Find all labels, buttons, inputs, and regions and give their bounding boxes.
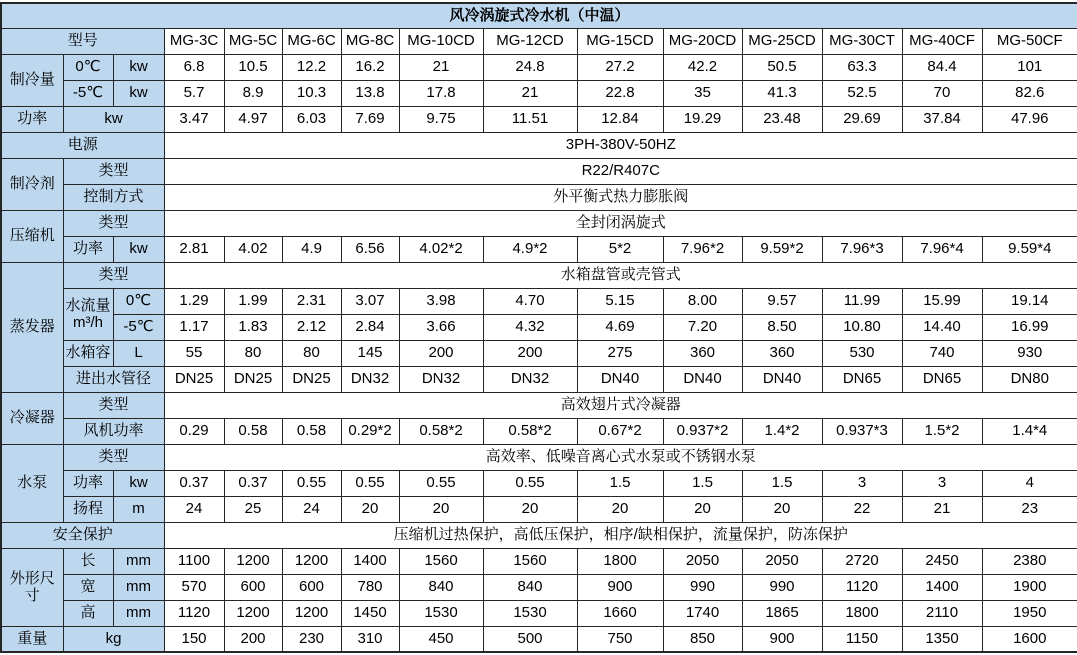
dimension-length-value-0: 1100 — [164, 548, 224, 574]
pump-power-value-1: 0.37 — [224, 470, 282, 496]
water-flow-0c-label — [63, 288, 113, 340]
cooling-capacity-0c-value-2: 12.2 — [282, 54, 341, 80]
row-cooling-capacity-0c — [1, 54, 1077, 80]
cooling-capacity-0c-value-3: 16.2 — [341, 54, 399, 80]
dimension-height-value-3: 1450 — [341, 600, 399, 626]
compressor-type-label: 压缩机 — [1, 210, 63, 262]
cooling-capacity-0c-value-1: 10.5 — [224, 54, 282, 80]
cooling-capacity-neg5c-value-1: 8.9 — [224, 80, 282, 106]
row-dimension-width — [1, 574, 1077, 600]
pipe-diameter-value-3: DN32 — [341, 366, 399, 392]
dimension-length-value-2: 1200 — [282, 548, 341, 574]
fan-power-value-5: 0.58*2 — [483, 418, 577, 444]
dimension-width-value-11: 1900 — [982, 574, 1077, 600]
tank-capacity-value-7: 360 — [663, 340, 742, 366]
weight-label: kg — [63, 626, 164, 652]
pipe-diameter-value-10: DN65 — [902, 366, 982, 392]
pipe-diameter-value-2: DN25 — [282, 366, 341, 392]
row-safety-protection — [1, 522, 1077, 548]
pump-power-label: 功率 — [63, 470, 113, 496]
pump-power-value-4: 0.55 — [399, 470, 483, 496]
models-label: 型号 — [1, 28, 164, 54]
compressor-type-value: 全封闭涡旋式 — [164, 210, 1077, 236]
row-refrigerant-control — [1, 184, 1077, 210]
dimension-length-value-1: 1200 — [224, 548, 282, 574]
row-weight — [1, 626, 1077, 652]
row-power-supply — [1, 132, 1077, 158]
water-flow-neg5c-value-8: 8.50 — [742, 314, 822, 340]
water-flow-neg5c-value-11: 16.99 — [982, 314, 1077, 340]
condenser-type-value: 高效翅片式冷凝器 — [164, 392, 1077, 418]
dimension-length-value-6: 1800 — [577, 548, 663, 574]
weight-value-6: 750 — [577, 626, 663, 652]
pump-power-label: kw — [113, 470, 164, 496]
fan-power-value-6: 0.67*2 — [577, 418, 663, 444]
weight-value-1: 200 — [224, 626, 282, 652]
dimension-width-value-2: 600 — [282, 574, 341, 600]
dimension-width-label: mm — [113, 574, 164, 600]
water-flow-neg5c-value-5: 4.32 — [483, 314, 577, 340]
row-refrigerant-type — [1, 158, 1077, 184]
water-flow-neg5c-value-10: 14.40 — [902, 314, 982, 340]
pump-power-value-8: 1.5 — [742, 470, 822, 496]
cooling-capacity-neg5c-value-5: 21 — [483, 80, 577, 106]
row-water-flow-neg5c — [1, 314, 1077, 340]
cooling-capacity-0c-value-9: 63.3 — [822, 54, 902, 80]
dimension-height-value-10: 2110 — [902, 600, 982, 626]
cooling-capacity-neg5c-value-10: 70 — [902, 80, 982, 106]
cooling-capacity-neg5c-label: -5℃ — [63, 80, 113, 106]
pipe-diameter-value-7: DN40 — [663, 366, 742, 392]
water-flow-neg5c-value-7: 7.20 — [663, 314, 742, 340]
dimension-width-value-1: 600 — [224, 574, 282, 600]
row-pump-head — [1, 496, 1077, 522]
models-value-8: MG-25CD — [742, 28, 822, 54]
models-value-0: MG-3C — [164, 28, 224, 54]
refrigerant-type-label: 制冷剂 — [1, 158, 63, 210]
compressor-power-label: kw — [113, 236, 164, 262]
water-flow-neg5c-value-2: 2.12 — [282, 314, 341, 340]
dimension-width-value-6: 900 — [577, 574, 663, 600]
input-power-value-8: 23.48 — [742, 106, 822, 132]
compressor-power-value-3: 6.56 — [341, 236, 399, 262]
pump-head-value-2: 24 — [282, 496, 341, 522]
pipe-diameter-value-5: DN32 — [483, 366, 577, 392]
pump-head-label: m — [113, 496, 164, 522]
tank-capacity-value-11: 930 — [982, 340, 1077, 366]
cooling-capacity-0c-value-4: 21 — [399, 54, 483, 80]
cooling-capacity-neg5c-label: kw — [113, 80, 164, 106]
water-flow-0c-value-11: 19.14 — [982, 288, 1077, 314]
cooling-capacity-neg5c-value-6: 22.8 — [577, 80, 663, 106]
pump-head-value-6: 20 — [577, 496, 663, 522]
fan-power-label: 风机功率 — [63, 418, 164, 444]
refrigerant-type-label: 类型 — [63, 158, 164, 184]
pump-power-value-7: 1.5 — [663, 470, 742, 496]
cooling-capacity-0c-value-11: 101 — [982, 54, 1077, 80]
weight-value-2: 230 — [282, 626, 341, 652]
fan-power-value-11: 1.4*4 — [982, 418, 1077, 444]
pipe-diameter-value-9: DN65 — [822, 366, 902, 392]
safety-protection-label: 安全保护 — [1, 522, 164, 548]
pump-head-value-3: 20 — [341, 496, 399, 522]
dimension-length-value-11: 2380 — [982, 548, 1077, 574]
power-supply-label: 电源 — [1, 132, 164, 158]
compressor-power-value-10: 7.96*4 — [902, 236, 982, 262]
pump-head-value-7: 20 — [663, 496, 742, 522]
weight-value-0: 150 — [164, 626, 224, 652]
water-flow-0c-label-line: m³/h — [73, 314, 103, 331]
fan-power-value-3: 0.29*2 — [341, 418, 399, 444]
condenser-type-label: 冷凝器 — [1, 392, 63, 444]
pump-power-value-9: 3 — [822, 470, 902, 496]
water-flow-neg5c-value-9: 10.80 — [822, 314, 902, 340]
models-value-1: MG-5C — [224, 28, 282, 54]
tank-capacity-value-4: 200 — [399, 340, 483, 366]
weight-value-5: 500 — [483, 626, 577, 652]
dimension-height-value-2: 1200 — [282, 600, 341, 626]
pipe-diameter-value-8: DN40 — [742, 366, 822, 392]
input-power-value-4: 9.75 — [399, 106, 483, 132]
row-compressor-power — [1, 236, 1077, 262]
water-flow-neg5c-value-4: 3.66 — [399, 314, 483, 340]
row-cooling-capacity-neg5c — [1, 80, 1077, 106]
dimension-length-value-5: 1560 — [483, 548, 577, 574]
cooling-capacity-neg5c-value-3: 13.8 — [341, 80, 399, 106]
cooling-capacity-0c-value-5: 24.8 — [483, 54, 577, 80]
pump-type-value: 高效率、低噪音离心式水泵或不锈钢水泵 — [164, 444, 1077, 470]
tank-capacity-value-10: 740 — [902, 340, 982, 366]
dimension-width-value-10: 1400 — [902, 574, 982, 600]
water-flow-0c-label: 0℃ — [113, 288, 164, 314]
dimension-height-value-5: 1530 — [483, 600, 577, 626]
tank-capacity-value-1: 80 — [224, 340, 282, 366]
row-water-flow-0c — [1, 288, 1077, 314]
table-title: 风冷涡旋式冷水机（中温） — [1, 3, 1077, 28]
row-compressor-type — [1, 210, 1077, 236]
compressor-power-value-2: 4.9 — [282, 236, 341, 262]
weight-value-10: 1350 — [902, 626, 982, 652]
pump-power-value-6: 1.5 — [577, 470, 663, 496]
input-power-value-6: 12.84 — [577, 106, 663, 132]
dimension-height-value-8: 1865 — [742, 600, 822, 626]
dimension-height-label: mm — [113, 600, 164, 626]
water-flow-neg5c-value-6: 4.69 — [577, 314, 663, 340]
input-power-value-2: 6.03 — [282, 106, 341, 132]
pump-head-value-11: 23 — [982, 496, 1077, 522]
weight-value-8: 900 — [742, 626, 822, 652]
input-power-value-7: 19.29 — [663, 106, 742, 132]
dimension-length-label: 外形尺寸 — [1, 548, 63, 626]
models-value-6: MG-15CD — [577, 28, 663, 54]
tank-capacity-value-2: 80 — [282, 340, 341, 366]
pump-head-value-10: 21 — [902, 496, 982, 522]
fan-power-value-9: 0.937*3 — [822, 418, 902, 444]
fan-power-value-8: 1.4*2 — [742, 418, 822, 444]
compressor-power-value-0: 2.81 — [164, 236, 224, 262]
models-value-7: MG-20CD — [663, 28, 742, 54]
dimension-length-value-7: 2050 — [663, 548, 742, 574]
compressor-type-label: 类型 — [63, 210, 164, 236]
dimension-height-value-1: 1200 — [224, 600, 282, 626]
cooling-capacity-0c-label: 0℃ — [63, 54, 113, 80]
pump-power-value-3: 0.55 — [341, 470, 399, 496]
cooling-capacity-0c-label: 制冷量 — [1, 54, 63, 106]
models-value-3: MG-8C — [341, 28, 399, 54]
compressor-power-label: 功率 — [63, 236, 113, 262]
row-dimension-height — [1, 600, 1077, 626]
pump-power-value-2: 0.55 — [282, 470, 341, 496]
evaporator-type-value: 水箱盘管或壳管式 — [164, 262, 1077, 288]
tank-capacity-label: L — [113, 340, 164, 366]
input-power-value-0: 3.47 — [164, 106, 224, 132]
water-flow-neg5c-label: -5℃ — [113, 314, 164, 340]
cooling-capacity-neg5c-value-7: 35 — [663, 80, 742, 106]
water-flow-0c-value-4: 3.98 — [399, 288, 483, 314]
dimension-length-label: mm — [113, 548, 164, 574]
pump-head-value-4: 20 — [399, 496, 483, 522]
dimension-height-value-9: 1800 — [822, 600, 902, 626]
pump-power-value-10: 3 — [902, 470, 982, 496]
water-flow-0c-value-7: 8.00 — [663, 288, 742, 314]
pump-head-value-0: 24 — [164, 496, 224, 522]
tank-capacity-label: 水箱容 — [63, 340, 113, 366]
input-power-label: 功率 — [1, 106, 63, 132]
models-value-9: MG-30CT — [822, 28, 902, 54]
weight-value-3: 310 — [341, 626, 399, 652]
models-value-5: MG-12CD — [483, 28, 577, 54]
weight-value-9: 1150 — [822, 626, 902, 652]
dimension-height-value-7: 1740 — [663, 600, 742, 626]
row-fan-power — [1, 418, 1077, 444]
compressor-power-value-9: 7.96*3 — [822, 236, 902, 262]
input-power-value-9: 29.69 — [822, 106, 902, 132]
pipe-diameter-value-11: DN80 — [982, 366, 1077, 392]
pump-type-label: 水泵 — [1, 444, 63, 522]
refrigerant-type-value: R22/R407C — [164, 158, 1077, 184]
dimension-length-label: 长 — [63, 548, 113, 574]
dimension-width-value-4: 840 — [399, 574, 483, 600]
evaporator-type-label: 类型 — [63, 262, 164, 288]
condenser-type-label: 类型 — [63, 392, 164, 418]
tank-capacity-value-0: 55 — [164, 340, 224, 366]
fan-power-value-7: 0.937*2 — [663, 418, 742, 444]
compressor-power-value-1: 4.02 — [224, 236, 282, 262]
dimension-width-value-0: 570 — [164, 574, 224, 600]
row-evaporator-type — [1, 262, 1077, 288]
power-supply-value: 3PH-380V-50HZ — [164, 132, 1077, 158]
water-flow-0c-label-line: 水流量 — [65, 296, 111, 314]
row-pump-power — [1, 470, 1077, 496]
pump-head-value-9: 22 — [822, 496, 902, 522]
row-tank-capacity — [1, 340, 1077, 366]
cooling-capacity-0c-value-0: 6.8 — [164, 54, 224, 80]
input-power-label: kw — [63, 106, 164, 132]
water-flow-0c-value-8: 9.57 — [742, 288, 822, 314]
input-power-value-10: 37.84 — [902, 106, 982, 132]
weight-value-7: 850 — [663, 626, 742, 652]
pump-type-label: 类型 — [63, 444, 164, 470]
compressor-power-value-4: 4.02*2 — [399, 236, 483, 262]
spec-table — [0, 2, 1077, 653]
models-value-10: MG-40CF — [902, 28, 982, 54]
dimension-width-label: 宽 — [63, 574, 113, 600]
compressor-power-value-11: 9.59*4 — [982, 236, 1077, 262]
compressor-power-value-8: 9.59*2 — [742, 236, 822, 262]
input-power-value-5: 11.51 — [483, 106, 577, 132]
dimension-width-value-8: 990 — [742, 574, 822, 600]
models-value-4: MG-10CD — [399, 28, 483, 54]
tank-capacity-value-3: 145 — [341, 340, 399, 366]
cooling-capacity-0c-value-10: 84.4 — [902, 54, 982, 80]
compressor-power-value-7: 7.96*2 — [663, 236, 742, 262]
cooling-capacity-neg5c-value-2: 10.3 — [282, 80, 341, 106]
fan-power-value-2: 0.58 — [282, 418, 341, 444]
pump-power-value-5: 0.55 — [483, 470, 577, 496]
water-flow-0c-value-5: 4.70 — [483, 288, 577, 314]
tank-capacity-value-9: 530 — [822, 340, 902, 366]
row-condenser-type — [1, 392, 1077, 418]
row-dimension-length — [1, 548, 1077, 574]
fan-power-value-1: 0.58 — [224, 418, 282, 444]
pump-power-value-11: 4 — [982, 470, 1077, 496]
cooling-capacity-0c-value-7: 42.2 — [663, 54, 742, 80]
dimension-height-value-4: 1530 — [399, 600, 483, 626]
pipe-diameter-value-6: DN40 — [577, 366, 663, 392]
dimension-height-value-0: 1120 — [164, 600, 224, 626]
fan-power-value-10: 1.5*2 — [902, 418, 982, 444]
water-flow-0c-value-9: 11.99 — [822, 288, 902, 314]
cooling-capacity-neg5c-value-8: 41.3 — [742, 80, 822, 106]
refrigerant-control-value: 外平衡式热力膨胀阀 — [164, 184, 1077, 210]
pipe-diameter-value-1: DN25 — [224, 366, 282, 392]
cooling-capacity-neg5c-value-0: 5.7 — [164, 80, 224, 106]
row-input-power — [1, 106, 1077, 132]
pump-power-value-0: 0.37 — [164, 470, 224, 496]
cooling-capacity-neg5c-value-4: 17.8 — [399, 80, 483, 106]
pump-head-label: 扬程 — [63, 496, 113, 522]
pipe-diameter-value-0: DN25 — [164, 366, 224, 392]
input-power-value-1: 4.97 — [224, 106, 282, 132]
weight-value-4: 450 — [399, 626, 483, 652]
compressor-power-value-5: 4.9*2 — [483, 236, 577, 262]
input-power-value-3: 7.69 — [341, 106, 399, 132]
input-power-value-11: 47.96 — [982, 106, 1077, 132]
pump-head-value-5: 20 — [483, 496, 577, 522]
tank-capacity-value-6: 275 — [577, 340, 663, 366]
cooling-capacity-0c-label: kw — [113, 54, 164, 80]
pump-head-value-1: 25 — [224, 496, 282, 522]
pump-head-value-8: 20 — [742, 496, 822, 522]
dimension-height-value-11: 1950 — [982, 600, 1077, 626]
dimension-length-value-10: 2450 — [902, 548, 982, 574]
row-pump-type — [1, 444, 1077, 470]
models-value-2: MG-6C — [282, 28, 341, 54]
dimension-width-value-9: 1120 — [822, 574, 902, 600]
page — [0, 2, 1077, 653]
cooling-capacity-0c-value-6: 27.2 — [577, 54, 663, 80]
pipe-diameter-value-4: DN32 — [399, 366, 483, 392]
cooling-capacity-neg5c-value-9: 52.5 — [822, 80, 902, 106]
refrigerant-control-label: 控制方式 — [63, 184, 164, 210]
evaporator-type-label: 蒸发器 — [1, 262, 63, 392]
water-flow-0c-value-2: 2.31 — [282, 288, 341, 314]
title-row — [1, 3, 1077, 28]
water-flow-0c-value-10: 15.99 — [902, 288, 982, 314]
pipe-diameter-label: 进出水管径 — [63, 366, 164, 392]
compressor-power-value-6: 5*2 — [577, 236, 663, 262]
dimension-length-value-3: 1400 — [341, 548, 399, 574]
row-pipe-diameter — [1, 366, 1077, 392]
row-models — [1, 28, 1077, 54]
water-flow-neg5c-value-0: 1.17 — [164, 314, 224, 340]
water-flow-neg5c-value-1: 1.83 — [224, 314, 282, 340]
water-flow-0c-value-3: 3.07 — [341, 288, 399, 314]
water-flow-0c-value-0: 1.29 — [164, 288, 224, 314]
safety-protection-value: 压缩机过热保护，高低压保护，相序/缺相保护，流量保护，防冻保护 — [164, 522, 1077, 548]
water-flow-0c-value-1: 1.99 — [224, 288, 282, 314]
cooling-capacity-0c-value-8: 50.5 — [742, 54, 822, 80]
tank-capacity-value-8: 360 — [742, 340, 822, 366]
cooling-capacity-neg5c-value-11: 82.6 — [982, 80, 1077, 106]
water-flow-0c-value-6: 5.15 — [577, 288, 663, 314]
dimension-length-value-8: 2050 — [742, 548, 822, 574]
water-flow-neg5c-value-3: 2.84 — [341, 314, 399, 340]
dimension-width-value-7: 990 — [663, 574, 742, 600]
models-value-11: MG-50CF — [982, 28, 1077, 54]
weight-value-11: 1600 — [982, 626, 1077, 652]
dimension-height-value-6: 1660 — [577, 600, 663, 626]
fan-power-value-0: 0.29 — [164, 418, 224, 444]
dimension-width-value-3: 780 — [341, 574, 399, 600]
dimension-height-label: 高 — [63, 600, 113, 626]
fan-power-value-4: 0.58*2 — [399, 418, 483, 444]
dimension-length-value-4: 1560 — [399, 548, 483, 574]
tank-capacity-value-5: 200 — [483, 340, 577, 366]
weight-label: 重量 — [1, 626, 63, 652]
dimension-length-value-9: 2720 — [822, 548, 902, 574]
dimension-width-value-5: 840 — [483, 574, 577, 600]
